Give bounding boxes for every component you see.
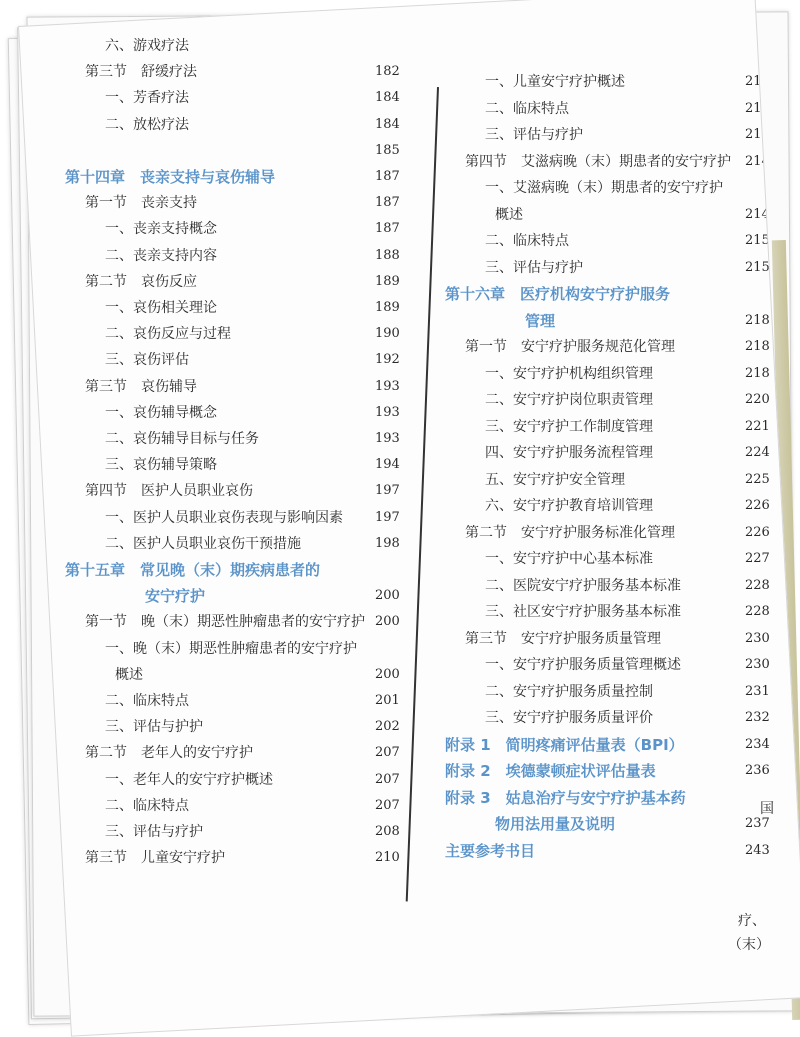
- toc-entry-title: 一、安宁疗护服务质量管理概述: [485, 657, 681, 673]
- edge-text-fragment: 国: [760, 801, 774, 817]
- toc-entry-title: 三、评估与护护: [105, 719, 203, 736]
- toc-entry-title: 五、安宁疗护安全管理: [485, 471, 625, 488]
- toc-entry-page: 189: [375, 273, 400, 289]
- toc-entry-page: 188: [375, 247, 400, 263]
- toc-entry-title: 第十四章 丧亲支持与哀伤辅导: [65, 168, 276, 186]
- toc-entry-page: 202: [375, 719, 400, 735]
- toc-entry: [495, 815, 770, 834]
- toc-entry: [65, 561, 320, 580]
- toc-entry: [85, 378, 400, 396]
- toc-entry-title: 一、芳香疗法: [105, 90, 189, 107]
- toc-entry: [485, 179, 723, 197]
- toc-entry-page: 190: [375, 326, 400, 342]
- toc-entry-page: 215: [745, 233, 770, 248]
- toc-page: [18, 0, 800, 1037]
- toc-entry: [105, 351, 400, 369]
- toc-entry: [105, 718, 400, 736]
- toc-entry-title: 第一节 丧亲支持: [85, 195, 197, 212]
- toc-entry: [105, 456, 400, 474]
- toc-entry-page: 193: [375, 404, 400, 420]
- toc-entry: [445, 841, 770, 861]
- toc-entry: [465, 524, 770, 542]
- toc-entry-title: 一、医护人员职业哀伤表现与影响因素: [105, 509, 343, 526]
- toc-entry-page: 185: [375, 142, 400, 158]
- toc-entry: [115, 666, 400, 684]
- toc-entry-title: 二、安宁疗护岗位职责管理: [485, 392, 653, 408]
- toc-entry-page: 21: [745, 100, 762, 116]
- toc-entry-page: 224: [745, 445, 770, 460]
- toc-entry: [485, 683, 770, 701]
- toc-entry: [105, 771, 400, 789]
- toc-entry: [85, 482, 400, 500]
- toc-entry-title: 三、评估与疗护: [485, 127, 583, 143]
- toc-entry-title: 二、临床特点: [105, 797, 189, 814]
- toc-entry-title: 一、哀伤相关理论: [105, 300, 217, 316]
- toc-entry: [105, 37, 189, 55]
- toc-entry-page: 187: [375, 169, 400, 184]
- toc-entry: [105, 325, 400, 343]
- toc-entry-title: 第十六章 医疗机构安宁疗护服务: [445, 285, 671, 303]
- toc-entry-page: 189: [375, 300, 400, 315]
- toc-entry: [485, 365, 770, 383]
- toc-entry-page: 208: [375, 823, 400, 839]
- toc-entry-page: 184: [375, 90, 400, 106]
- toc-entry: [105, 89, 400, 107]
- toc-entry-title: 六、游戏疗法: [105, 38, 189, 54]
- toc-entry-page: 201: [375, 693, 400, 708]
- toc-entry-page: 193: [375, 378, 400, 394]
- toc-entry-page: 228: [745, 577, 770, 593]
- toc-entry-page: 197: [375, 483, 400, 499]
- toc-entry-title: 主要参考书目: [445, 841, 536, 860]
- toc-entry-title: 二、丧亲支持内容: [105, 247, 217, 264]
- toc-entry-title: 二、医护人员职业哀伤干预措施: [105, 535, 301, 552]
- toc-entry: [485, 709, 770, 727]
- toc-entry-page: 212: [745, 127, 770, 142]
- toc-entry-title: 二、医院安宁疗护服务基本标准: [485, 577, 681, 594]
- toc-entry: [85, 63, 400, 81]
- toc-entry: [485, 73, 762, 91]
- toc-entry-title: 第二节 哀伤反应: [85, 273, 197, 290]
- toc-entry: [485, 497, 770, 515]
- toc-entry: [485, 444, 770, 462]
- toc-entry-page: 230: [745, 630, 770, 646]
- toc-entry: [485, 232, 770, 250]
- toc-entry: [105, 220, 400, 238]
- toc-entry-title: 物用法用量及说明: [495, 815, 616, 833]
- toc-entry-page: 21: [745, 74, 762, 89]
- toc-entry-page: 220: [745, 392, 770, 407]
- toc-entry-page: 194: [375, 457, 400, 473]
- toc-entry-title: 一、艾滋病晚（末）期患者的安宁疗护: [485, 180, 723, 197]
- toc-entry-title: 第三节 安宁疗护服务质量管理: [465, 630, 661, 647]
- toc-entry-title: 第三节 儿童安宁疗护: [85, 850, 226, 867]
- toc-entry: [495, 206, 770, 224]
- toc-entry-page: 182: [375, 64, 400, 80]
- toc-entry-page: 198: [375, 535, 400, 551]
- toc-entry-page: 225: [745, 471, 770, 487]
- toc-entry-page: 218: [745, 312, 770, 328]
- toc-entry-title: 一、老年人的安宁疗护概述: [105, 771, 273, 788]
- toc-entry-page: 207: [375, 771, 400, 787]
- toc-entry-title: 六、安宁疗护教育培训管理: [485, 498, 653, 514]
- toc-entry-page: 237: [745, 816, 770, 832]
- toc-entry-title: 三、社区安宁疗护服务基本标准: [485, 604, 681, 620]
- toc-entry-title: 一、哀伤辅导概念: [105, 404, 217, 421]
- toc-entry-page: 226: [745, 498, 770, 513]
- toc-entry-title: 二、临床特点: [485, 233, 569, 249]
- toc-entry-title: 二、哀伤反应与过程: [105, 326, 231, 343]
- toc-entry-title: 一、儿童安宁疗护概述: [485, 74, 625, 90]
- toc-entry-page: 218: [745, 365, 770, 381]
- toc-entry: [105, 692, 400, 710]
- toc-entry: [445, 789, 686, 808]
- toc-entry-page: 214: [745, 206, 770, 222]
- toc-entry-title: 安宁疗护: [145, 587, 206, 606]
- toc-entry: [465, 630, 770, 648]
- toc-entry: [105, 116, 400, 134]
- toc-entry-page: 221: [745, 418, 770, 434]
- toc-entry: [445, 735, 770, 755]
- toc-entry: [525, 311, 770, 331]
- toc-entry-page: 197: [375, 509, 400, 525]
- toc-entry: [485, 550, 770, 568]
- toc-entry: [105, 404, 400, 422]
- toc-entry-page: 215: [745, 259, 770, 275]
- toc-entry-page: 193: [375, 431, 400, 446]
- toc-entry-page: 192: [375, 352, 400, 368]
- toc-entry-page: 200: [375, 588, 400, 604]
- toc-entry-title: 管理: [525, 311, 556, 330]
- toc-entry: [445, 285, 670, 304]
- toc-entry: [105, 430, 400, 448]
- toc-entry: [85, 849, 400, 867]
- edge-text-fragment: 疗、: [738, 913, 766, 929]
- toc-entry: [145, 587, 400, 606]
- toc-entry-title: 第三节 舒缓疗法: [85, 64, 197, 81]
- toc-entry: [105, 797, 400, 815]
- toc-entry-title: 二、临床特点: [105, 693, 189, 709]
- toc-entry-title: 一、丧亲支持概念: [105, 221, 217, 238]
- toc-entry: [485, 100, 762, 118]
- toc-entry: [485, 391, 770, 409]
- toc-entry: [105, 299, 400, 317]
- toc-entry-title: 三、哀伤辅导策略: [105, 457, 217, 474]
- toc-entry: [485, 418, 770, 436]
- toc-entry-title: 二、放松疗法: [105, 116, 189, 133]
- toc-entry-title: 第二节 老年人的安宁疗护: [85, 745, 253, 762]
- toc-entry-title: 二、临床特点: [485, 100, 569, 117]
- toc-entry: [105, 823, 400, 841]
- toc-entry-title: 第十五章 常见晚（末）期疾病患者的: [65, 561, 321, 579]
- toc-entry-title: 三、哀伤评估: [105, 352, 189, 369]
- toc-entry-title: 附录 1 简明疼痛评估量表（BPI）: [445, 735, 684, 754]
- toc-entry-page: 232: [745, 710, 770, 725]
- toc-entry: [85, 613, 400, 631]
- toc-entry: [85, 194, 400, 212]
- toc-entry-page: 236: [745, 763, 770, 778]
- toc-entry-title: 第三节 哀伤辅导: [85, 378, 197, 395]
- toc-entry-page: 230: [745, 657, 770, 672]
- toc-entry-page: 227: [745, 551, 770, 566]
- toc-entry-title: 三、评估与疗护: [485, 259, 583, 276]
- toc-entry-title: 三、安宁疗护工作制度管理: [485, 418, 653, 435]
- toc-entry-page: 226: [745, 524, 770, 540]
- toc-entry: [485, 577, 770, 595]
- edge-text-fragment: （末）: [728, 937, 770, 953]
- toc-entry-page: 200: [375, 666, 400, 682]
- toc-entry: [105, 535, 400, 553]
- toc-entry: [465, 338, 770, 356]
- toc-entry-page: 210: [375, 850, 400, 866]
- toc-entry: [485, 471, 770, 489]
- toc-entry-title: 二、安宁疗护服务质量控制: [485, 683, 653, 700]
- toc-entry-title: 第一节 晚（末）期恶性肿瘤患者的安宁疗护: [85, 614, 365, 631]
- toc-entry-page: 234: [745, 736, 770, 752]
- toc-entry: [105, 509, 400, 527]
- toc-entry-page: 243: [745, 842, 770, 858]
- toc-entry-title: 一、安宁疗护机构组织管理: [485, 365, 653, 382]
- toc-entry-title: 三、评估与疗护: [105, 824, 203, 840]
- toc-entry-title: 四、安宁疗护服务流程管理: [485, 445, 653, 461]
- toc-entry: [485, 603, 770, 621]
- toc-entry-page: 231: [745, 683, 770, 699]
- toc-entry: [485, 126, 770, 144]
- toc-entry-title: 第一节 安宁疗护服务规范化管理: [465, 339, 675, 355]
- column-divider: [406, 87, 439, 901]
- toc-entry: [465, 153, 770, 171]
- toc-entry-page: 207: [375, 797, 400, 813]
- toc-entry-page: 228: [745, 604, 770, 619]
- toc-entry-title: 附录 3 姑息治疗与安宁疗护基本药: [445, 788, 686, 807]
- toc-entry: [85, 744, 400, 762]
- toc-entry: [105, 640, 357, 658]
- toc-entry-title: 概述: [495, 206, 523, 223]
- toc-entry-title: 二、哀伤辅导目标与任务: [105, 431, 259, 447]
- toc-entry-title: 三、安宁疗护服务质量评价: [485, 710, 653, 726]
- toc-entry-title: 一、晚（末）期恶性肿瘤患者的安宁疗护: [105, 640, 357, 657]
- toc-entry-page: 184: [375, 116, 400, 132]
- toc-entry-title: 第四节 医护人员职业哀伤: [85, 483, 253, 500]
- toc-entry: [65, 168, 400, 187]
- toc-entry-page: 218: [745, 339, 770, 354]
- toc-entry-title: 一、安宁疗护中心基本标准: [485, 551, 653, 567]
- toc-entry-title: 概述: [115, 666, 143, 683]
- toc-entry-page: 200: [375, 614, 400, 630]
- toc-entry: [105, 247, 400, 265]
- toc-entry-page: 187: [375, 195, 400, 211]
- toc-entry-page: 214: [745, 153, 770, 169]
- toc-entry: [485, 259, 770, 277]
- toc-entry-page: 187: [375, 221, 400, 237]
- toc-entry-title: 附录 2 埃德蒙顿症状评估量表: [445, 762, 656, 780]
- toc-entry: [485, 656, 770, 674]
- toc-entry: [445, 762, 770, 781]
- toc-entry-title: 第四节 艾滋病晚（末）期患者的安宁疗护: [465, 153, 731, 170]
- toc-entry-title: 第二节 安宁疗护服务标准化管理: [465, 524, 675, 541]
- toc-entry: [85, 273, 400, 291]
- toc-entry-page: 207: [375, 745, 400, 761]
